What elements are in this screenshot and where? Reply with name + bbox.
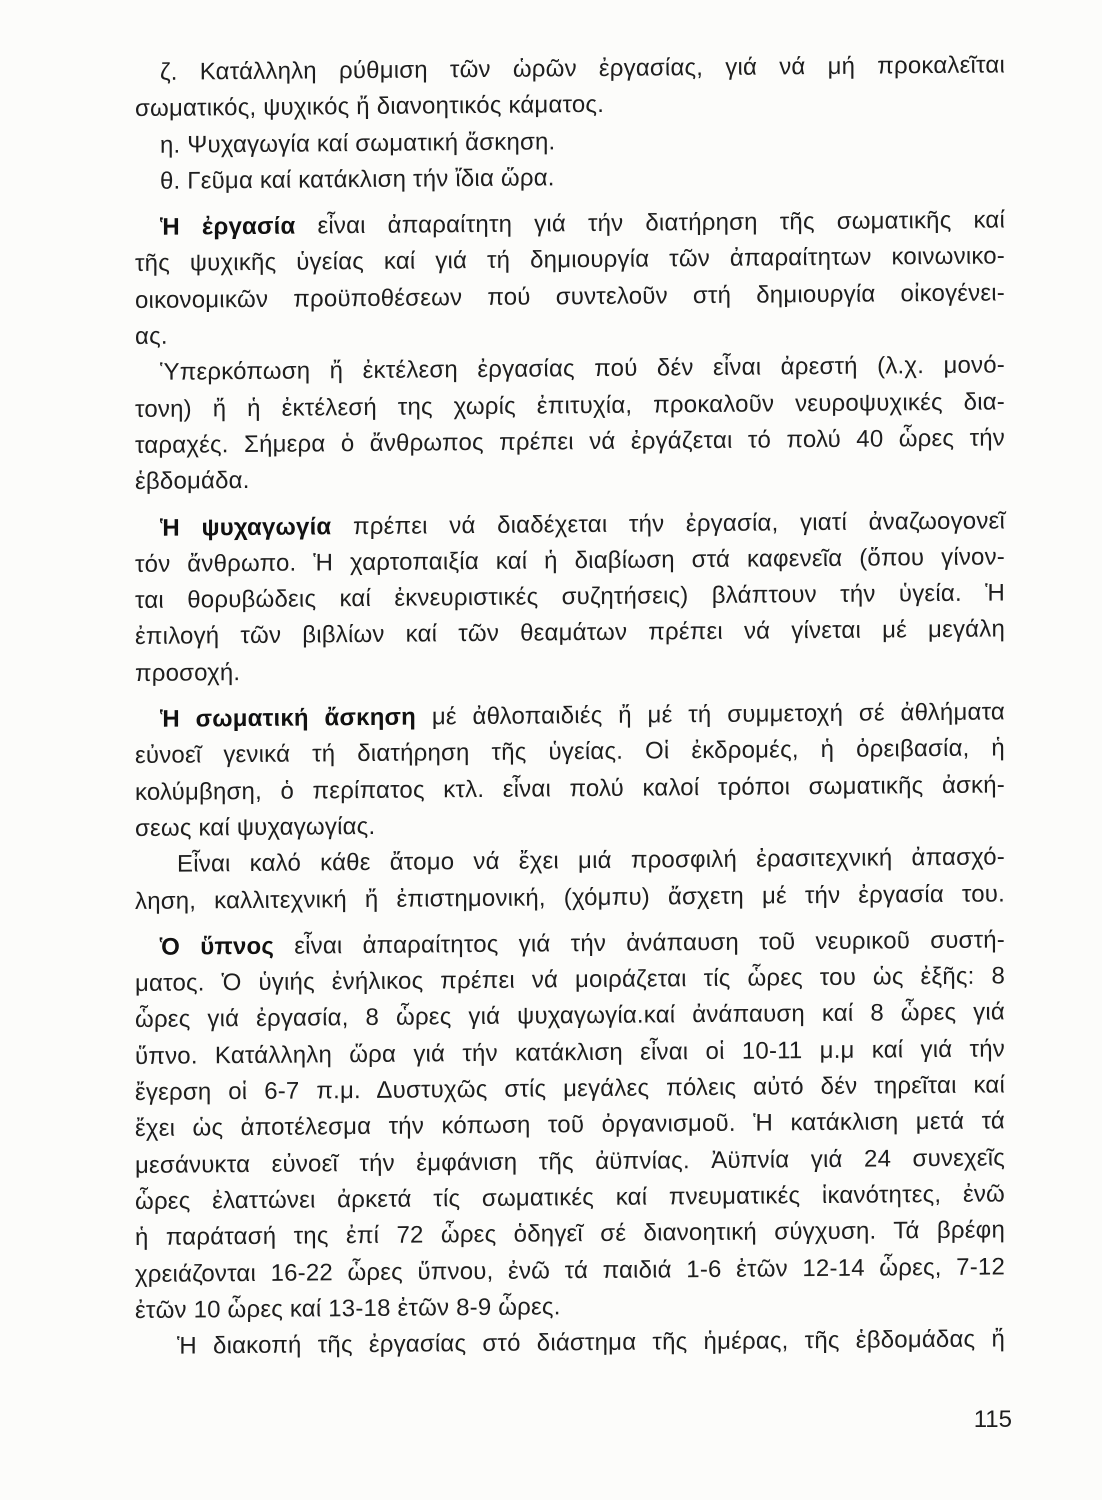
bold-term: Ἡ ψυχαγωγία — [160, 512, 332, 542]
text-line-content: μέ ἀθλοπαιδιές ἤ μέ τή συμμετοχή σέ ἀθλήματα — [431, 698, 1005, 731]
bold-term: Ὁ ὕπνος — [160, 932, 275, 961]
text-line: ληση, καλλιτεχνική ἤ ἐπιστημονική, (χόμπυ) ἄσχετη μέ τήν ἐργασία του. — [135, 879, 1005, 915]
text-line: ὕπνο. Κατάλληλη ὥρα γιά τήν κατάκλιση εἶναι οἱ 10-11 μ.μ καί γιά τήν — [135, 1035, 1005, 1070]
text-line: προσοχή. — [135, 658, 241, 687]
text-body — [135, 47, 1005, 1365]
text-line: τῆς ψυχικῆς ὑγείας καί γιά τή δημιουργία τῶν ἀπαραίτητων κοινωνικο- — [135, 242, 1005, 278]
bold-term: Ἡ ἐργασία — [160, 212, 296, 241]
text-line: ἑβδομάδα. — [135, 467, 250, 496]
text-line: οικονομικῶν προϋποθέσεων πού συντελοῦν στή δημιουργία οἰκογένει- — [135, 279, 1005, 314]
text-line: θ. Γεῦμα καί κατάκλιση τήν ἴδια ὥρα. — [160, 164, 555, 195]
text-line: ἔχει ὡς ἀποτέλεσμα τήν κόπωση τοῦ ὀργανισμοῦ. Ἡ κατάκλιση μετά τά — [135, 1107, 1005, 1143]
text-line: ται θορυβώδεις καί ἐκνευριστικές συζητήσεις) βλάπτουν τήν ὑγεία. Ἡ — [135, 579, 1005, 615]
text-line: τόν ἄνθρωπο. Ἡ χαρτοπαιξία καί ἡ διαβίωση στά καφενεῖα (ὅπου γίνον- — [135, 543, 1005, 578]
text-line: κολύμβηση, ὁ περίπατος κτλ. εἶναι πολύ καλοί τρόποι σωματικῆς ἀσκή- — [135, 771, 1005, 806]
text-line-content: εἶναι ἀπαραίτητος γιά τήν ἀνάπαυση τοῦ νευρικοῦ συστή- — [294, 926, 1005, 960]
text-line: ἐπιλογή τῶν βιβλίων καί τῶν θεαμάτων πρέπει νά γίνεται μέ μεγάλη — [135, 615, 1005, 651]
text-line-content: εἶναι ἀπαραίτητη γιά τήν διατήρηση τῆς σωματικῆς καί — [317, 206, 1005, 240]
text-line: Ὑπερκόπωση ἤ ἐκτέλεση ἐργασίας πού δέν εἶναι ἀρεστή (λ.χ. μονό- — [160, 351, 1005, 387]
text-line: τονη) ἤ ἡ ἐκτέλεσή της χωρίς ἐπιτυχία, προκαλοῦν νευροψυχικές δια- — [135, 388, 1005, 423]
text-line: ἐτῶν 10 ὧρες καί 13-18 ἐτῶν 8-9 ὧρες. — [135, 1293, 561, 1324]
text-line: Εἶναι καλό κάθε ἄτομο νά ἔχει μιά προσφιλή ἐρασιτεχνική ἀπασχό- — [177, 843, 1005, 878]
text-line: μεσάνυκτα εὐνοεῖ τήν ἐμφάνιση τῆς ἀϋπνίας. Ἀϋπνία γιά 24 συνεχεῖς — [135, 1144, 1005, 1179]
text-line: ζ. Κατάλληλη ρύθμιση τῶν ὡρῶν ἐργασίας, γιά νά μή προκαλεῖται — [160, 51, 1005, 86]
text-line: ας. — [135, 322, 168, 351]
text-line: ὧρες ἐλαττώνει ἀρκετά τίς σωματικές καί πνευματικές ἱκανότητες, ἐνῶ — [135, 1180, 1005, 1215]
text-line-content: πρέπει νά διαδέχεται τήν ἐργασία, γιατί ἀναζωογονεῖ — [352, 506, 1005, 540]
text-line: εὐνοεῖ γενικά τή διατήρηση τῆς ὑγείας. Οἱ ἐκδρομές, ἡ ὀρειβασία, ἡ — [135, 734, 1005, 770]
text-line: Ἡ διακοπή τῆς ἐργασίας στό διάστημα τῆς ἡμέρας, τῆς ἑβδομάδας ἤ — [177, 1325, 1005, 1360]
text-line: σεως καί ψυχαγωγίας. — [135, 812, 376, 842]
page-number: 115 — [973, 1406, 1012, 1433]
text-line: χρειάζονται 16-22 ὧρες ὕπνου, ἐνῶ τά παιδιά 1-6 ἐτῶν 12-14 ὧρες, 7-12 — [135, 1252, 1005, 1288]
text-line: η. Ψυχαγωγία καί σωματική ἄσκηση. — [160, 127, 556, 159]
text-line: ἡ παράτασή της ἐπί 72 ὧρες ὁδηγεῖ σέ διανοητική σύγχυση. Τά βρέφη — [135, 1216, 1005, 1252]
text-line: ταραχές. Σήμερα ὁ ἄνθρωπος πρέπει νά ἐργάζεται τό πολύ 40 ὧρες τήν — [135, 424, 1005, 459]
text-line: σωματικός, ψυχικός ἤ διανοητικός κάματος. — [135, 91, 605, 123]
text-line: ματος. Ὁ ὑγιής ἐνήλικος πρέπει νά μοιράζεται τίς ὧρες του ὡς ἐξῆς: 8 — [135, 962, 1005, 998]
bold-term: Ἡ σωματική ἄσκηση — [160, 703, 417, 733]
text-line: ὧρες γιά ἐργασία, 8 ὧρες γιά ψυχαγωγία.καί ἀνάπαυση καί 8 ὧρες γιά — [135, 998, 1005, 1034]
text-line: ἔγερση οἱ 6-7 π.μ. Δυστυχῶς στίς μεγάλες πόλεις αὐτό δέν τηρεῖται καί — [135, 1071, 1005, 1107]
